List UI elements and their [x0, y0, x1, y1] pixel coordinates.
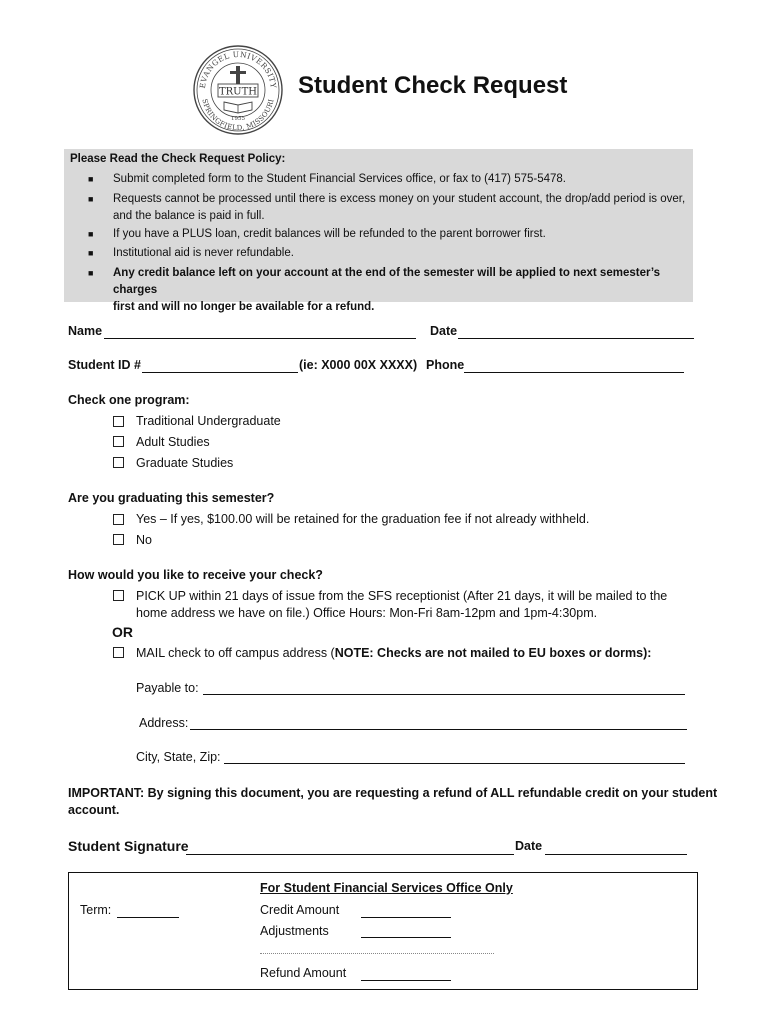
city-state-zip-label: City, State, Zip: — [136, 750, 221, 764]
graduating-yes-label: Yes – If yes, $100.00 will be retained for the graduation fee if not already withheld. — [136, 512, 590, 526]
svg-text:EVANGEL UNIVERSITY: EVANGEL UNIVERSITY — [197, 49, 279, 89]
program-checkbox-traditional[interactable] — [113, 416, 124, 427]
bullet-icon: ■ — [88, 248, 94, 258]
svg-text:1955: 1955 — [231, 116, 245, 122]
svg-text:TRUTH: TRUTH — [218, 86, 258, 98]
receive-heading: How would you like to receive your check? — [68, 568, 323, 582]
address-field[interactable] — [190, 729, 687, 730]
credit-amount-label: Credit Amount — [260, 903, 340, 917]
policy-box — [64, 149, 693, 313]
policy-item: ■ Any credit balance left on your account at the end of the semester will be applied to next semester’s charges first and will no longer be available for a refund. — [88, 267, 661, 313]
program-checkbox-graduate[interactable] — [113, 457, 124, 468]
city-state-zip-field[interactable] — [224, 763, 685, 764]
address-label: Address: — [139, 716, 189, 730]
phone-field[interactable] — [464, 372, 684, 373]
important-notice-line1: IMPORTANT: By signing this document, you are requesting a refund of ALL refundable credit on your student — [68, 786, 718, 800]
divider — [260, 953, 494, 954]
program-option-adult: Adult Studies — [136, 435, 210, 449]
refund-amount-field[interactable] — [361, 980, 451, 981]
signature-date-field[interactable] — [545, 854, 687, 855]
policy-item: ■ If you have a PLUS loan, credit balances will be refunded to the parent borrower first. — [113, 226, 693, 243]
payable-to-label: Payable to: — [136, 681, 199, 695]
adjustments-field[interactable] — [361, 937, 451, 938]
payable-to-field[interactable] — [203, 694, 685, 695]
or-separator: OR — [112, 624, 133, 640]
mail-text: MAIL check to off campus address (NOTE: Checks are not mailed to EU boxes or dorms): — [136, 646, 652, 660]
pickup-text-line1: PICK UP within 21 days of issue from the SFS receptionist (After 21 days, it will be mailed to the — [136, 589, 668, 603]
bullet-icon: ■ — [88, 229, 94, 239]
signature-field[interactable] — [186, 854, 514, 855]
office-use-box — [68, 872, 698, 990]
date-field[interactable] — [458, 338, 694, 339]
signature-date-label: Date — [515, 839, 543, 853]
policy-item: ■ Institutional aid is never refundable. — [113, 245, 693, 262]
pickup-checkbox[interactable] — [113, 590, 124, 601]
important-notice-line2: account. — [68, 803, 120, 817]
student-id-label: Student ID # — [68, 358, 141, 372]
phone-label: Phone — [426, 358, 465, 372]
student-id-field[interactable] — [142, 372, 298, 373]
refund-amount-label: Refund Amount — [260, 966, 347, 980]
signature-label: Student Signature — [68, 838, 189, 854]
term-label: Term: — [80, 903, 112, 917]
policy-item: ■ Submit completed form to the Student Financial Services office, or fax to (417) 575-5478. — [113, 171, 693, 188]
student-id-hint: (ie: X000 00X XXXX) — [299, 358, 418, 372]
adjustments-label: Adjustments — [260, 924, 329, 938]
mail-note: NOTE: Checks are not mailed to EU boxes or dorms): — [334, 646, 652, 660]
office-heading: For Student Financial Services Office Only — [260, 881, 513, 895]
university-seal — [192, 44, 284, 136]
name-label: Name — [68, 324, 103, 338]
svg-text:SPRINGFIELD, MISSOURI: SPRINGFIELD, MISSOURI — [200, 98, 276, 133]
bullet-icon: ■ — [88, 268, 94, 278]
program-option-traditional: Traditional Undergraduate — [136, 414, 281, 428]
policy-item: ■ Requests cannot be processed until there is excess money on your student account, the drop/add period is over, and the balance is paid in full. — [88, 193, 686, 222]
graduating-no-label: No — [136, 533, 152, 547]
pickup-text-line2: home address we have on file.) Office Hours: Mon-Fri 8am-12pm and 1pm-4:30pm. — [136, 606, 598, 620]
date-label: Date — [430, 324, 458, 338]
program-heading: Check one program: — [68, 393, 190, 407]
credit-amount-field[interactable] — [361, 917, 451, 918]
term-field[interactable] — [117, 917, 179, 918]
bullet-icon: ■ — [88, 174, 94, 184]
name-field[interactable] — [104, 338, 416, 339]
mail-checkbox[interactable] — [113, 647, 124, 658]
program-checkbox-adult[interactable] — [113, 436, 124, 447]
bullet-icon: ■ — [88, 194, 94, 204]
graduating-yes-checkbox[interactable] — [113, 514, 124, 525]
policy-heading: Please Read the Check Request Policy: — [70, 153, 286, 165]
graduating-no-checkbox[interactable] — [113, 534, 124, 545]
page-title: Student Check Request — [298, 72, 568, 99]
program-option-graduate: Graduate Studies — [136, 456, 234, 470]
graduating-heading: Are you graduating this semester? — [68, 491, 275, 505]
